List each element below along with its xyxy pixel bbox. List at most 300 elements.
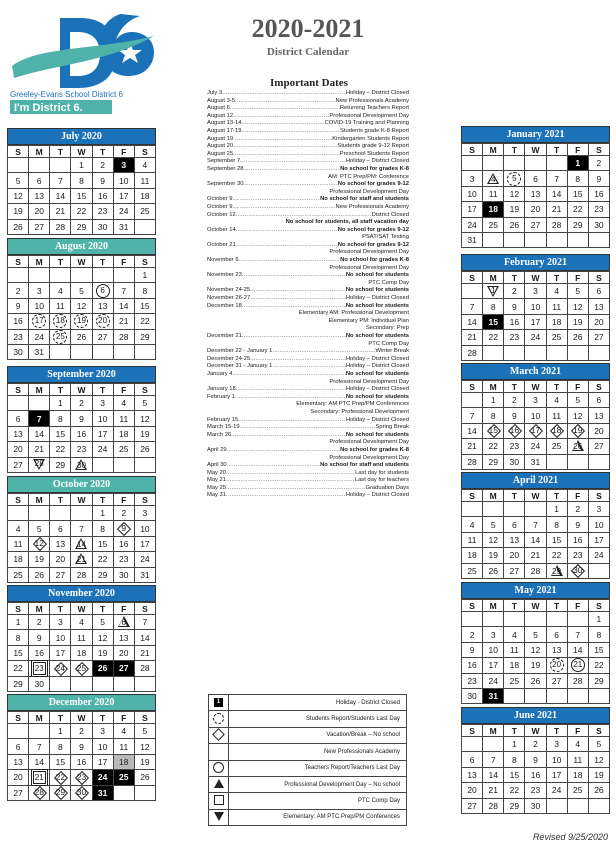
calendar-day: 24	[525, 439, 546, 454]
calendar-day: 13	[8, 426, 29, 441]
month-title: June 2021	[461, 707, 610, 724]
leader-dots	[232, 371, 345, 379]
calendar-day: 21	[71, 552, 92, 567]
empty-day	[50, 344, 71, 359]
event-description: Professional Development Day	[329, 188, 409, 195]
calendar-day: 9	[29, 630, 50, 645]
calendar-day: 21	[50, 204, 71, 219]
calendar-day: 30	[588, 217, 609, 232]
empty-day	[71, 506, 92, 521]
event-date: December 24-25	[207, 355, 251, 362]
important-date-row	[207, 363, 409, 371]
calendar-day: 14	[29, 754, 50, 769]
legend-label: PTC Comp Day	[229, 793, 407, 809]
calendar-day: 6	[462, 752, 483, 767]
calendar-day: 1	[92, 506, 113, 521]
calendar-day: 25	[483, 217, 504, 232]
important-date-row	[207, 166, 409, 174]
month-june-2021	[461, 707, 610, 814]
calendar-day: 2	[71, 396, 92, 411]
calendar-day: 6	[8, 411, 29, 426]
empty-day	[50, 158, 71, 173]
calendar-day: 11	[546, 408, 567, 423]
empty-day	[525, 232, 546, 247]
calendar-day: 17	[525, 423, 546, 438]
calendar-day: 12	[92, 630, 113, 645]
legend-label: Professional Development Day – No school	[229, 776, 407, 792]
event-description: No school for students	[345, 287, 409, 294]
important-date-row	[207, 212, 409, 220]
event-date: December 22 - January 1	[207, 348, 273, 355]
calendar-day: 29	[134, 329, 155, 344]
empty-day	[50, 268, 71, 283]
calendar-day: 18	[50, 314, 71, 329]
calendar-day: 12	[134, 411, 155, 426]
calendar-day: 10	[546, 752, 567, 767]
weekday-header: S	[462, 600, 483, 612]
calendar-day: 23	[567, 548, 588, 563]
calendar-day: 22	[588, 658, 609, 673]
empty-day	[504, 345, 525, 360]
weekday-header: S	[134, 146, 155, 158]
month-december-2020	[7, 694, 156, 801]
calendar-day: 15	[483, 314, 504, 329]
calendar-day: 2	[92, 158, 113, 173]
calendar-day: 17	[525, 314, 546, 329]
empty-day	[504, 612, 525, 627]
calendar-day: 20	[504, 548, 525, 563]
calendar-day: 17	[50, 645, 71, 660]
legend-label: Holiday - District Closed	[229, 695, 407, 711]
important-date-row	[207, 204, 409, 212]
weekday-header: M	[483, 725, 504, 737]
empty-day	[546, 454, 567, 469]
empty-day	[29, 158, 50, 173]
legend-label: Students Report/Students Last Day	[229, 711, 407, 727]
calendar-day: 12	[567, 408, 588, 423]
calendar-day: 24	[588, 548, 609, 563]
calendar-day: 26	[567, 439, 588, 454]
event-description: Holiday – District Closed	[345, 90, 409, 96]
calendar-day: 25	[504, 673, 525, 688]
calendar-day: 10	[50, 630, 71, 645]
calendar-day: 26	[134, 770, 155, 785]
important-date-row	[207, 158, 409, 166]
weekday-header: F	[113, 494, 134, 506]
weekday-header: F	[567, 725, 588, 737]
empty-day	[462, 612, 483, 627]
event-description: No school for staff and students	[320, 196, 409, 203]
calendar-day: 25	[113, 770, 134, 785]
important-date-row	[207, 470, 409, 478]
weekday-header: M	[29, 256, 50, 268]
important-date-row	[207, 371, 409, 379]
weekday-header: M	[483, 272, 504, 284]
empty-day	[525, 156, 546, 171]
calendar-day: 30	[113, 567, 134, 582]
calendar-day: 14	[483, 767, 504, 782]
calendar-day: 22	[567, 202, 588, 217]
empty-day	[567, 798, 588, 813]
leader-dots	[231, 432, 346, 440]
calendar-day: 31	[113, 219, 134, 234]
weekday-header: S	[462, 725, 483, 737]
month-july-2020	[7, 128, 156, 235]
empty-day	[504, 688, 525, 703]
calendar-day: 7	[29, 739, 50, 754]
weekday-header: T	[50, 712, 71, 724]
weekday-header: W	[71, 256, 92, 268]
calendar-day: 27	[546, 673, 567, 688]
event-date: April 29	[207, 446, 227, 453]
calendar-day: 27	[462, 798, 483, 813]
calendar-day: 15	[92, 536, 113, 551]
calendar-day: 12	[8, 188, 29, 203]
calendar-day: 26	[29, 567, 50, 582]
legend-row	[209, 776, 407, 792]
calendar-day: 1	[483, 284, 504, 299]
calendar-day: 5	[525, 627, 546, 642]
empty-day	[8, 724, 29, 739]
square-symbol-icon	[209, 793, 229, 809]
calendar-day: 20	[8, 442, 29, 457]
calendar-day: 13	[8, 754, 29, 769]
calendar-day: 29	[588, 673, 609, 688]
sun-symbol-icon	[209, 711, 229, 727]
weekday-header: T	[504, 490, 525, 502]
important-date-row	[207, 272, 409, 280]
calendar-day: 9	[462, 642, 483, 657]
calendar-day: 29	[8, 676, 29, 691]
calendar-day: 25	[462, 563, 483, 578]
calendar-day: 25	[546, 330, 567, 345]
important-date-row	[207, 462, 409, 470]
holiday-symbol-icon: 1	[209, 695, 229, 711]
calendar-day: 24	[29, 329, 50, 344]
important-date-row	[207, 325, 409, 333]
calendar-day: 5	[29, 521, 50, 536]
calendar-day: 23	[588, 202, 609, 217]
calendar-day: 24	[134, 552, 155, 567]
calendar-day: 12	[29, 536, 50, 551]
event-date: February 1	[207, 393, 236, 400]
weekday-header: S	[134, 384, 155, 396]
calendar-day: 27	[29, 219, 50, 234]
calendar-day: 18	[113, 754, 134, 769]
event-description: Elementary PM: Individual Plan	[328, 317, 409, 324]
event-date: March 26	[207, 431, 232, 438]
important-date-row	[207, 265, 409, 273]
weekday-header: S	[588, 381, 609, 393]
calendar-day: 28	[50, 219, 71, 234]
month-august-2020	[7, 238, 156, 360]
empty-day	[462, 737, 483, 752]
event-date: September 28	[207, 165, 244, 172]
calendar-day: 22	[92, 552, 113, 567]
event-description: No school for students	[345, 370, 409, 377]
leader-dots	[238, 417, 346, 425]
calendar-day: 21	[29, 770, 50, 785]
important-date-row	[207, 181, 409, 189]
calendar-day: 18	[546, 423, 567, 438]
empty-day	[546, 688, 567, 703]
calendar-day: 15	[8, 645, 29, 660]
weekday-header: T	[92, 256, 113, 268]
calendar-day: 23	[504, 330, 525, 345]
calendar-day: 6	[8, 739, 29, 754]
event-description: COVID-19 Training and Planning	[324, 120, 409, 127]
calendar-day: 21	[113, 314, 134, 329]
calendar-day: 19	[483, 548, 504, 563]
empty-day	[29, 396, 50, 411]
event-description: Students grade 9-12 Report	[337, 143, 409, 150]
calendar-day: 14	[71, 536, 92, 551]
leader-dots	[232, 196, 320, 204]
calendar-day: 1	[50, 396, 71, 411]
event-date: May 20	[207, 469, 227, 476]
calendar-day: 15	[50, 754, 71, 769]
calendar-day: 1	[483, 393, 504, 408]
calendar-day: 16	[8, 314, 29, 329]
important-date-row	[207, 379, 409, 387]
weekday-header: S	[588, 144, 609, 156]
empty-day	[134, 344, 155, 359]
calendar-day: 24	[462, 217, 483, 232]
leader-dots	[242, 303, 346, 311]
calendar-day: 1	[134, 268, 155, 283]
weekday-header: S	[8, 256, 29, 268]
calendar-day: 31	[92, 785, 113, 800]
weekday-header: M	[483, 144, 504, 156]
calendar-day: 17	[462, 202, 483, 217]
leader-dots	[240, 424, 376, 432]
calendar-day: 13	[29, 188, 50, 203]
calendar-day: 18	[483, 202, 504, 217]
weekday-header: S	[134, 712, 155, 724]
calendar-day: 3	[462, 171, 483, 186]
weekday-header: F	[567, 381, 588, 393]
calendar-day: 13	[113, 630, 134, 645]
weekday-header: S	[134, 256, 155, 268]
none-symbol-icon	[209, 744, 229, 760]
calendar-day: 16	[567, 532, 588, 547]
calendar-day: 4	[546, 284, 567, 299]
event-description: No school for students	[345, 272, 409, 279]
leader-dots	[236, 242, 338, 250]
calendar-day: 16	[71, 754, 92, 769]
calendar-day: 14	[462, 423, 483, 438]
important-date-row	[207, 432, 409, 440]
empty-day	[8, 396, 29, 411]
calendar-day: 21	[483, 783, 504, 798]
calendar-day: 9	[71, 411, 92, 426]
calendar-day: 17	[134, 536, 155, 551]
empty-day	[50, 506, 71, 521]
event-date: April 30	[207, 462, 227, 469]
calendar-day: 26	[92, 661, 113, 676]
calendar-day: 17	[92, 754, 113, 769]
weekday-header: F	[113, 712, 134, 724]
weekday-header: S	[588, 272, 609, 284]
calendar-day: 7	[546, 171, 567, 186]
important-dates-heading: Important Dates	[270, 77, 348, 89]
calendar-day: 21	[546, 202, 567, 217]
event-date: October 21	[207, 241, 236, 248]
legend-label: New Professionals Academy	[229, 744, 407, 760]
legend-label: Teachers Report/Teachers Last Day	[229, 760, 407, 776]
calendar-day: 27	[504, 563, 525, 578]
important-date-row	[207, 295, 409, 303]
calendar-day: 19	[567, 423, 588, 438]
empty-day	[504, 156, 525, 171]
calendar-day: 27	[92, 329, 113, 344]
event-description: No school for staff and students	[320, 462, 409, 469]
empty-day	[462, 393, 483, 408]
event-description: Holiday – District Closed	[345, 295, 409, 302]
weekday-header: W	[71, 494, 92, 506]
calendar-day: 11	[50, 298, 71, 313]
empty-day	[113, 785, 134, 800]
calendar-day: 28	[71, 567, 92, 582]
leader-dots	[230, 105, 340, 113]
calendar-day: 19	[504, 202, 525, 217]
calendar-day: 28	[546, 217, 567, 232]
month-title: May 2021	[461, 582, 610, 599]
calendar-day: 19	[525, 658, 546, 673]
leader-dots	[232, 204, 335, 212]
calendar-day: 19	[134, 426, 155, 441]
calendar-day: 16	[29, 645, 50, 660]
calendar-day: 24	[525, 330, 546, 345]
calendar-day: 2	[525, 737, 546, 752]
calendar-day: 21	[29, 442, 50, 457]
calendar-day: 29	[92, 567, 113, 582]
leader-dots	[239, 257, 340, 265]
calendar-day: 22	[134, 314, 155, 329]
calendar-day: 22	[546, 548, 567, 563]
legend-row	[209, 809, 407, 825]
important-date-row	[207, 401, 409, 409]
event-description: Professional Development Day	[329, 378, 409, 385]
empty-day	[588, 345, 609, 360]
calendar-day: 23	[504, 439, 525, 454]
weekday-header: T	[546, 144, 567, 156]
diamond-symbol-icon	[209, 727, 229, 743]
month-title: February 2021	[461, 254, 610, 271]
calendar-day: 22	[483, 439, 504, 454]
leader-dots	[250, 356, 346, 364]
weekday-header: F	[567, 490, 588, 502]
calendar-day: 23	[71, 442, 92, 457]
weekday-header: T	[92, 603, 113, 615]
event-date: July 3	[207, 90, 223, 96]
calendar-day: 18	[546, 314, 567, 329]
event-description: Spring Break	[375, 424, 409, 431]
month-october-2020	[7, 476, 156, 583]
calendar-day: 16	[525, 767, 546, 782]
calendar-day: 8	[71, 173, 92, 188]
empty-day	[483, 156, 504, 171]
event-description: No school for students	[345, 333, 409, 339]
legend-row	[209, 760, 407, 776]
calendar-day: 16	[71, 426, 92, 441]
calendar-day: 27	[588, 330, 609, 345]
event-description: No school for grades K-8	[340, 165, 409, 172]
leader-dots	[226, 477, 355, 485]
empty-day	[588, 454, 609, 469]
calendar-day: 16	[92, 188, 113, 203]
event-description: PTC Comp Day	[368, 279, 409, 286]
empty-day	[546, 612, 567, 627]
calendar-day: 13	[588, 408, 609, 423]
calendar-day: 9	[71, 739, 92, 754]
event-date: August 20	[207, 143, 234, 150]
calendar-day: 28	[462, 345, 483, 360]
calendar-day: 8	[504, 752, 525, 767]
page-subtitle: District Calendar	[266, 46, 350, 58]
empty-day	[546, 798, 567, 813]
event-description: New Professionals Academy	[335, 203, 409, 210]
weekday-header: M	[483, 490, 504, 502]
calendar-day: 7	[462, 299, 483, 314]
calendar-day: 9	[504, 408, 525, 423]
calendar-day: 15	[483, 423, 504, 438]
calendar-day: 23	[29, 661, 50, 676]
calendar-day: 30	[504, 454, 525, 469]
calendar-day: 8	[483, 408, 504, 423]
calendar-day: 20	[525, 202, 546, 217]
empty-day	[567, 454, 588, 469]
calendar-day: 18	[71, 645, 92, 660]
calendar-day: 7	[525, 517, 546, 532]
empty-day	[588, 563, 609, 578]
calendar-day: 8	[546, 517, 567, 532]
calendar-day: 8	[483, 299, 504, 314]
calendar-day: 25	[50, 329, 71, 344]
leader-dots	[233, 143, 337, 151]
leader-dots	[227, 447, 340, 455]
calendar-day: 18	[134, 188, 155, 203]
calendar-day: 31	[134, 567, 155, 582]
calendar-day: 15	[71, 188, 92, 203]
calendar-day: 26	[588, 783, 609, 798]
calendar-day: 25	[8, 567, 29, 582]
calendar-day: 29	[567, 217, 588, 232]
calendar-day: 30	[92, 219, 113, 234]
event-date: August 13-14	[207, 120, 242, 127]
calendar-day: 6	[588, 393, 609, 408]
event-date: September 30	[207, 181, 244, 188]
calendar-day: 21	[462, 439, 483, 454]
weekday-header: T	[92, 146, 113, 158]
weekday-header: M	[483, 600, 504, 612]
event-description: Kindergarten Students Report	[332, 135, 409, 142]
calendar-day: 10	[92, 739, 113, 754]
calendar-day: 12	[134, 739, 155, 754]
important-date-row	[207, 455, 409, 463]
event-date: November 23	[207, 272, 242, 279]
event-date: September 7	[207, 158, 241, 165]
event-description: Last day for students	[355, 469, 409, 476]
calendar-day: 30	[71, 457, 92, 472]
event-description: Last day for teachers	[354, 477, 409, 484]
weekday-header: W	[71, 603, 92, 615]
calendar-day: 15	[134, 298, 155, 313]
important-date-row	[207, 257, 409, 265]
weekday-header: T	[504, 600, 525, 612]
event-description: No school for grades 9-12	[337, 226, 409, 233]
important-date-row	[207, 120, 409, 128]
